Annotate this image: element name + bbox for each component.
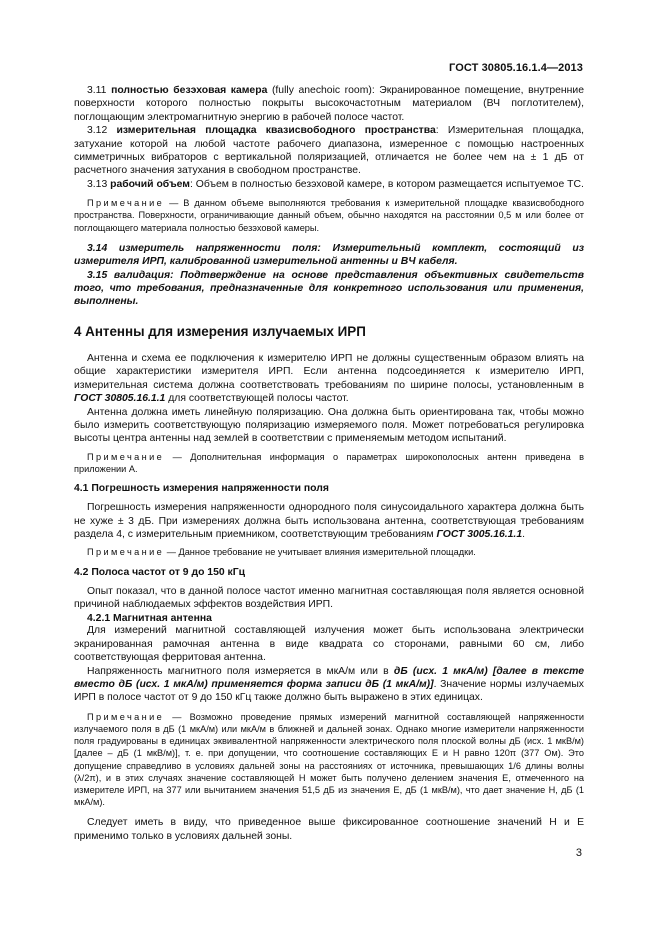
- page-body: [74, 84, 584, 843]
- def-term: полностью безэховая камера: [111, 85, 268, 96]
- definition-3-13: [74, 178, 584, 191]
- page-number: 3: [575, 847, 582, 859]
- text-run: Погрешность измерения напряженности однородного поля синусоидального характера должна быть не хуже ± 3 дБ. При измерениях должна быть использована антенна, соответствующая требованиям раздела 4, с измерительным приемником, соответствующим требованиям: [74, 502, 584, 540]
- section-4-heading: 4 Антенны для измерения излучаемых ИРП: [74, 323, 366, 339]
- note-text: — В данном объеме выполняются требования к измерительной площадке квазисвободного пространства. Поверхности, ограничивающие данный объем, обычно находятся на расстоянии 0,5 м или более от поглощающего материала полностью безэховой камеры.: [74, 198, 584, 233]
- section-4-2-1-paragraph-1: Для измерений магнитной составляющей излучения может быть использована электрически экранированная рамочная антенна в виде квадрата со сторонами, равными 60 см, либо соответствующая ферритовая антенна.: [74, 625, 584, 664]
- section-4-2-1-paragraph-3: Следует иметь в виду, что приведенное выше фиксированное соотношение значений H и E применимо только в условиях дальней зоны.: [74, 817, 584, 842]
- text-run: Антенна и схема ее подключения к измерителю ИРП не должны существенным образом влиять на общие характеристики измерителя ИРП. Если антенна подсоединяется к измерителю ИРП, измерительная система должна соответствовать требованиям по ширине полосы, установленным в: [74, 352, 584, 391]
- note-label: Примечание: [87, 451, 165, 462]
- document-code: ГОСТ 30805.16.1.4—2013: [449, 62, 583, 74]
- section-4-2-heading: 4.2 Полоса частот от 9 до 150 кГц: [74, 566, 245, 578]
- section-4-2-1-note: [74, 711, 584, 809]
- note-label: Примечание: [87, 198, 165, 209]
- def-text: (fully anechoic room): Экранированное помещение, внутренние поверхности которого полностью покрыты высокочастотным материалом (ВЧ поглотителем), поглощающим электромагнитную энергию в рабочей полосе частот.: [74, 85, 584, 123]
- standard-reference: ГОСТ 30805.16.1.1: [74, 393, 166, 405]
- definition-3-11: [74, 84, 584, 124]
- def-term: измерительная площадка квазисвободного пространства: [116, 125, 436, 137]
- section-4-2-1-paragraph-2: [74, 665, 584, 705]
- definition-3-15: 3.15 валидация: Подтверждение на основе представления объективных свидетельств того, что требования, предназначенные для конкретного использования или применения, выполнены.: [74, 269, 584, 308]
- section-4-1-note: [74, 546, 584, 558]
- note-label: Примечание: [87, 711, 165, 722]
- section-4-1-heading: 4.1 Погрешность измерения напряженности поля: [74, 483, 329, 495]
- text-run: Напряженность магнитного поля измеряется в мкА/м или в: [87, 665, 394, 677]
- section-4-1-paragraph: [74, 501, 584, 541]
- section-4-paragraph-1: [74, 352, 584, 406]
- note-3-13: [74, 197, 584, 234]
- def-number: 3.11: [87, 85, 112, 96]
- standard-reference: ГОСТ 3005.16.1.1: [436, 528, 523, 540]
- section-4-note: [74, 451, 584, 475]
- note-label: Примечание: [87, 547, 165, 558]
- note-text: — Данное требование не учитывает влияния измерительной площадки.: [164, 547, 476, 558]
- def-number: 3.13: [87, 178, 111, 190]
- def-text: : Измерительная площадка, затухание которой на любой частоте рабочего диапазона, измеренное с помощью настроенных симметричных вибраторов с вертикальной поляризацией, отличается не более чем на ± 1 дБ от расчетного значения затухания в свободном пространстве.: [74, 125, 584, 177]
- definition-3-14: 3.14 измеритель напряженности поля: Измерительный комплект, состоящий из измерителя ИРП, калиброванной измерительной антенны и ВЧ кабеля.: [74, 242, 584, 268]
- section-4-2-1-heading: 4.2.1 Магнитная антенна: [87, 613, 212, 625]
- def-text: : Объем в полностью безэховой камере, в котором размещается испытуемое ТС.: [189, 178, 584, 190]
- section-4-paragraph-2: Антенна должна иметь линейную поляризацию. Она должна быть ориентирована так, чтобы можно было измерить соответствующую поляризацию измеряемого поля. Может потребоваться регулировка высоты центра антенны над землей в соответствии с применяемым методом испытаний.: [74, 406, 584, 445]
- text-run: для соответствующей полосы частот.: [165, 393, 349, 405]
- definition-3-12: [74, 124, 584, 178]
- section-4-2-paragraph: Опыт показал, что в данной полосе частот именно магнитная составляющая поля является основной причиной наблюдаемых эффектов воздействия ИРП.: [74, 585, 584, 610]
- def-term: рабочий объем: [110, 178, 190, 190]
- unit-definition: дБ (исх. 1 мкА/м) [далее в тексте вместо дБ (исх. 1 мкА/м) применяется форма записи дБ (1 мкА/м)]: [74, 665, 585, 690]
- note-text: — Возможно проведение прямых измерений магнитной составляющей напряженности излучаемого поля в дБ (1 мкА/м) или мкА/м в ближней и дальней зонах. Однако многие измерители напряженности поля градуированы в единицах эквивалентной напряженности электрического поля плоской волны дБ (исх. 1 мкВ/м) [далее – дБ (1 мкВ/м)], т. е. при допущении, что соотношение составляющих E и H равно 120π (377 Ом). Это допущение справедливо в условиях дальней зоны на расстояниях от источника, превышающих 1/6 длины волны (λ/2π), и в этих случаях значение составляющей H может быть получено делением значения E, отмеченного на измерителе ИРП, на 377 или вычитанием значения 51,5 дБ из значения E, дБ (1 мкВ/м), что дает значение H, дБ (1 мкА/м).: [74, 711, 584, 808]
- text-run: . Значение нормы излучаемых ИРП в полосе частот от 9 до 150 кГц также должно быть выражено в этих единицах.: [74, 679, 584, 704]
- text-run: .: [522, 528, 525, 540]
- note-text: — Дополнительная информация о параметрах широкополосных антенн приведена в приложении А.: [74, 451, 584, 474]
- def-number: 3.12: [87, 125, 117, 137]
